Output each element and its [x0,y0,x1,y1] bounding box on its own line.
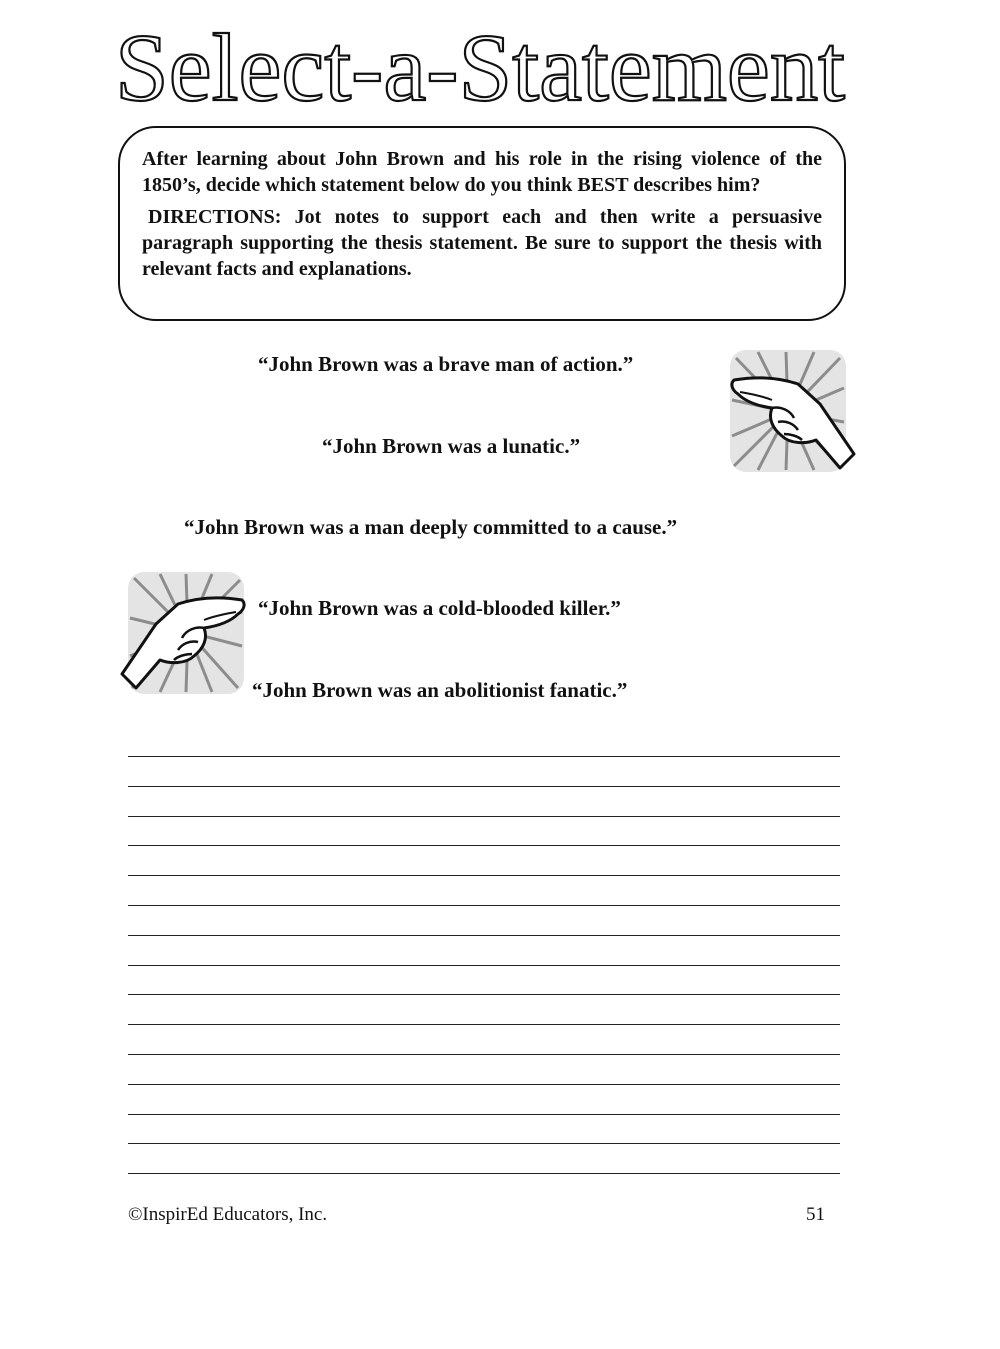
writing-line[interactable] [128,935,840,936]
statement-brave: “John Brown was a brave man of action.” [258,352,634,376]
page-title-text: Select-a-Statement [115,14,846,121]
writing-line[interactable] [128,905,840,906]
writing-line[interactable] [128,994,840,995]
instructions-directions: DIRECTIONS: Jot notes to support each and then write a persuasive paragraph supporting the thesis statement. Be sure to support the thesis with relevant facts and explanations. [142,206,822,280]
statement-committed: “John Brown was a man deeply committed to a cause.” [184,515,678,539]
writing-line[interactable] [128,1024,840,1025]
writing-lines[interactable] [128,756,840,1203]
statement-fanatic: “John Brown was an abolitionist fanatic.” [252,678,628,702]
statement-killer: “John Brown was a cold-blooded killer.” [258,596,621,620]
writing-line[interactable] [128,1084,840,1085]
page-number: 51 [806,1204,825,1225]
writing-line[interactable] [128,1114,840,1115]
writing-line[interactable] [128,1173,840,1174]
writing-line[interactable] [128,786,840,787]
instructions-intro: After learning about John Brown and his role in the rising violence of the 1850’s, decide which statement below do you think BEST describes him? [142,148,822,196]
pointing-hand-right-icon [116,568,248,698]
writing-line[interactable] [128,965,840,966]
writing-line[interactable] [128,816,840,817]
writing-line[interactable] [128,1054,840,1055]
writing-line[interactable] [128,756,840,757]
pointing-hand-left-icon [728,348,860,476]
writing-line[interactable] [128,1143,840,1144]
copyright-notice: ©InspirEd Educators, Inc. [128,1204,328,1225]
writing-line[interactable] [128,875,840,876]
writing-line[interactable] [128,845,840,846]
page-title [110,14,850,121]
statement-lunatic: “John Brown was a lunatic.” [322,434,581,458]
instructions-box [118,126,846,321]
